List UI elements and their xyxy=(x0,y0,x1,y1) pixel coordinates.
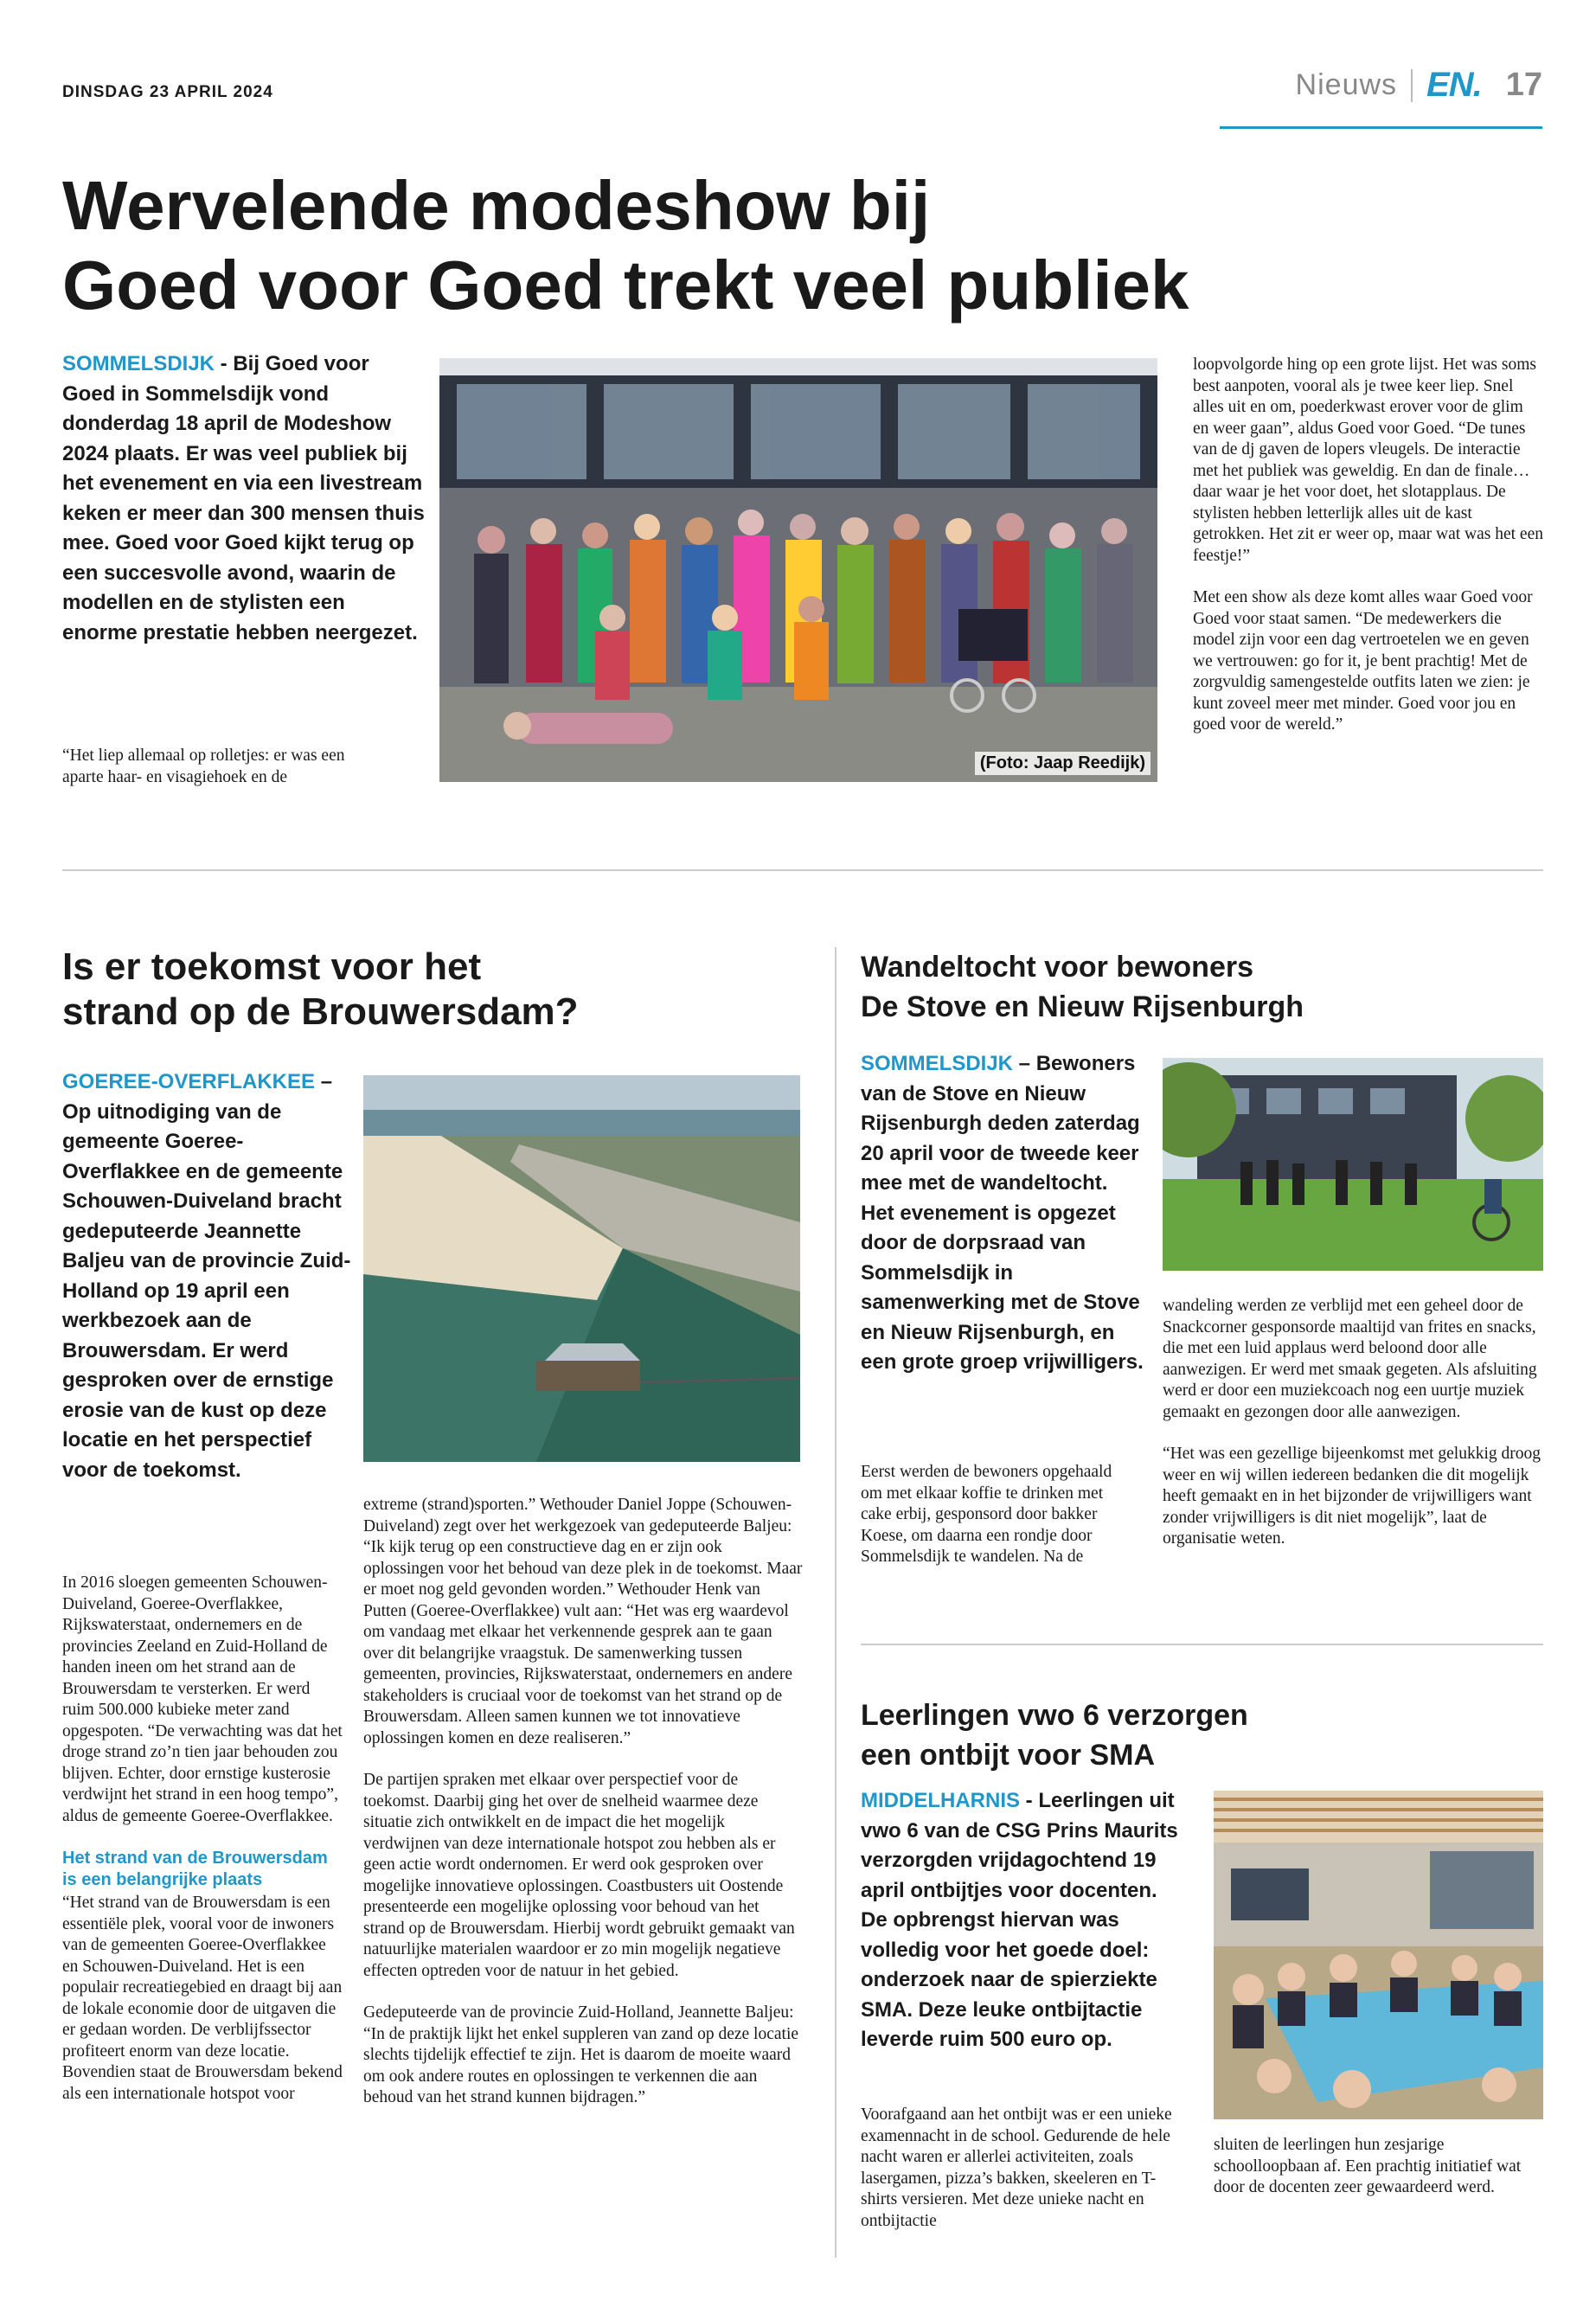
page-number: 17 xyxy=(1505,67,1542,103)
header-divider xyxy=(1411,69,1413,102)
dateline: MIDDELHARNIS xyxy=(861,1789,1020,1812)
section-divider xyxy=(861,1644,1543,1645)
article-3-lead: SOMMELSDIJK – Bewoners van de Stove en Nieuw Rijsenburgh deden zaterdag 20 april voor de tweede keer mee met de wandeltocht. Het evenement is opgezet door de dorpsraad van Sommelsdijk in samenwerking met de Stove en Nieuw Rijsenburgh, en een grote groep vrijwilligers. xyxy=(861,1052,1144,1374)
dateline: SOMMELSDIJK xyxy=(861,1052,1014,1075)
article-1-body-col3: loopvolgorde hing op een grote lijst. Het was soms best aanpoten, vooral als je twee keer liep. Snel alles uit en om, poederkwast erover voor de glim en weer gaan”, aldus Goed voor Goed. “De tunes van de dj gaven de lopers vleugels. De interactie met het publiek was geweldig. En dan de finale… daar waar je het voor doet, het slotapplaus. De stylisten hebben letterlijk alles uit de kast getrokken. Het zit er weer op, maar wat was het een feestje!” Met een show als deze komt alles waar Goed voor Goed voor staat samen. “De medewerkers die model zijn voor een dag vertroetelen we en geven we vertrouwen: go for it, je bent prachtig! Met de zorgvuldig samengestelde outfits laten we zien: je kunt zoveel meer met minder. Goed voor jou en goed voor de wereld.” xyxy=(1193,356,1543,734)
section-divider xyxy=(62,869,1543,871)
article-2-body-col1: In 2016 sloegen gemeenten Schouwen-Duiveland, Goeree-Overflakkee, Rijkswaterstaat, ondernemers en de provincies Zeeland en Zuid-Holland de handen ineen om het strand aan de Brouwersdam te versterken. Er werd ruim 500.000 kubieke meter zand opgespoten. “De verwachting was dat het droge strand zo’n tien jaar behouden zou blijven. Echter, door ernstige kusterosie verdwijnt het strand in een hoog tempo”, aldus de gemeente Goeree-Overflakkee. Het strand van de Brouwersdam is een belangrijke plaats “Het strand van de Brouwersdam is een essentiële plek, vooral voor de inwoners van de gemeenten Goeree-Overflakkee en Schouwen-Duiveland. Het is een populair recreatiegebied en draagt bij aan de lokale economie door de uitgaven die er gedaan worden. De verblijfssector profiteert enorm van deze locatie. Bovendien staat de Brouwersdam bekend als een internationale hotspot voor xyxy=(62,1574,343,2103)
fashion-show-photo xyxy=(439,358,1157,782)
article-1-headline: Wervelende modeshow bij Goed voor Goed trekt veel publiek xyxy=(62,167,1189,324)
article-4-headline: Leerlingen vwo 6 verzorgen een ontbijt voor SMA xyxy=(861,1699,1248,1772)
article-4-body-col2: sluiten de leerlingen hun zesjarige schoolloopbaan af. Een prachtig initiatief wat door de docenten zeer gewaardeerd werd. xyxy=(1214,2136,1522,2196)
header-rule xyxy=(1220,126,1542,129)
article-3-headline: Wandeltocht voor bewoners De Stove en Nieuw Rijsenburgh xyxy=(861,951,1304,1023)
walking-event-photo xyxy=(1163,1058,1543,1271)
article-1-lead: SOMMELSDIJK - Bij Goed voor Goed in Sommelsdijk vond donderdag 18 april de Modeshow 2024 plaats. Er was veel publiek bij het evenement en via een livestream keken er meer dan 300 mensen thuis mee. Goed voor Goed kijkt terug op een succesvolle avond, waarin de modellen en de stylisten een enorme prestatie hebben neergezet. xyxy=(62,352,425,644)
dateline: GOEREE-OVERFLAKKEE xyxy=(62,1070,316,1093)
breakfast-canteen-photo xyxy=(1214,1791,1543,2119)
article-3-body-col1: Eerst werden de bewoners opgehaald om met elkaar koffie te drinken met cake erbij, gesponsord door bakker Koese, om daarna een rondje door Sommelsdijk te wandelen. Na de xyxy=(861,1463,1112,1566)
dateline: SOMMELSDIJK xyxy=(62,352,215,375)
article-4-body-col1: Voorafgaand aan het ontbijt was er een unieke examennacht in de school. Gedurende de hele nacht waren er allerlei activiteiten, zoals lasergamen, pizza’s bakken, skeeleren en T-shirts versieren. Met deze unieke nacht en ontbijtactie xyxy=(861,2106,1172,2230)
article-2-lead: GOEREE-OVERFLAKKEE – Op uitnodiging van de gemeente Goeree-Overflakkee en de gemeente Schouwen-Duiveland bracht gedeputeerde Jeannette Baljeu van de provincie Zuid-Holland op 19 april een werkbezoek aan de Brouwersdam. Er werd gesproken over de ernstige erosie van de kust op deze locatie en het perspectief voor de toekomst. xyxy=(62,1070,351,1482)
issue-date: DINSDAG 23 APRIL 2024 xyxy=(62,83,273,101)
brouwersdam-aerial-photo xyxy=(363,1075,800,1462)
newspaper-logo: EN. xyxy=(1426,66,1482,104)
column-divider xyxy=(835,947,836,2258)
article-1-body-col1: “Het liep allemaal op rolletjes: er was een aparte haar- en visagiehoek en de xyxy=(62,747,345,786)
photo-credit: (Foto: Jaap Reedijk) xyxy=(975,752,1151,775)
article-2-headline: Is er toekomst voor het strand op de Brouwersdam? xyxy=(62,945,579,1033)
article-3-body-col2: wandeling werden ze verblijd met een geheel door de Snackcorner gesponsorde maaltijd van frites en snacks, die met een luid applaus werd beloond door alle aanwezigen. Er werd met smaak gegeten. Als afsluiting werd er door een muziekcoach nog een uurtje muziek gemaakt en gezongen door alle aanwezigen. “Het was een gezellige bijeenkomst met gelukkig droog weer en wij willen iedereen bedanken die dit mogelijk heeft gemaakt en in het bijzonder de vrijwilligers want zonder vrijwilligers is dit niet mogelijk”, laat de organisatie weten. xyxy=(1163,1297,1541,1548)
section-label: Nieuws xyxy=(1295,68,1398,101)
article-4-lead: MIDDELHARNIS - Leerlingen uit vwo 6 van de CSG Prins Maurits verzorgden vrijdagochtend 19 april ontbijtjes voor docenten. De opbrengst hiervan was volledig voor het goede doel: onderzoek naar de spierziekte SMA. Deze leuke ontbijtactie leverde ruim 500 euro op. xyxy=(861,1789,1178,2051)
article-2-body-col2: extreme (strand)sporten.” Wethouder Daniel Joppe (Schouwen-Duiveland) zegt over het werkgezoek van gedeputeerde Baljeu: “Ik kijk terug op een constructieve dag en er zijn ook oplossingen voor het behoud van deze plek in de toekomst. Maar er moet nog geld gevonden worden.” Wethouder Henk van Putten (Goeree-Overflakkee) vult aan: “Het was erg waardevol om vandaag met elkaar het verkennende gesprek aan te gaan over dit belangrijke vraagstuk. De samenwerking tussen gemeenten, provincies, Rijkswaterstaat, ondernemers en andere stakeholders is cruciaal voor de toekomst van het strand op de Brouwersdam. Alleen samen kunnen we tot innovatieve oplossingen komen en deze realiseren.” De partijen spraken met elkaar over perspectief voor de toekomst. Daarbij ging het over de snelheid waarmee deze situatie zich ontwikkelt en de impact die het mogelijk verdwijnen van deze internationale hotspot zou hebben als er geen actie wordt ondernomen. Er werd ook gesproken over mogelijke innovatieve oplossingen. Coastbusters uit Oostende presenteerde een mogelijke oplossing voor behoud van het strand op de Brouwersdam. Hierbij wordt gebruikt gemaakt van natuurlijke materialen waardoor er zo min mogelijk negatieve effecten optreden voor de natuur in het gebied. Gedeputeerde van de provincie Zuid-Holland, Jeannette Baljeu: “In de praktijk lijkt het enkel suppleren van zand op deze locatie slechts tijdelijk effectief te zijn. Het is daarom de moeite waard om ook andere routes en oplossingen te verkennen die aan behoud van het strand kunnen bijdragen.” xyxy=(363,1496,803,2106)
page-header xyxy=(1296,66,1542,105)
article-2-subheading: Het strand van de Brouwersdam is een belangrijke plaats xyxy=(62,1849,328,1889)
